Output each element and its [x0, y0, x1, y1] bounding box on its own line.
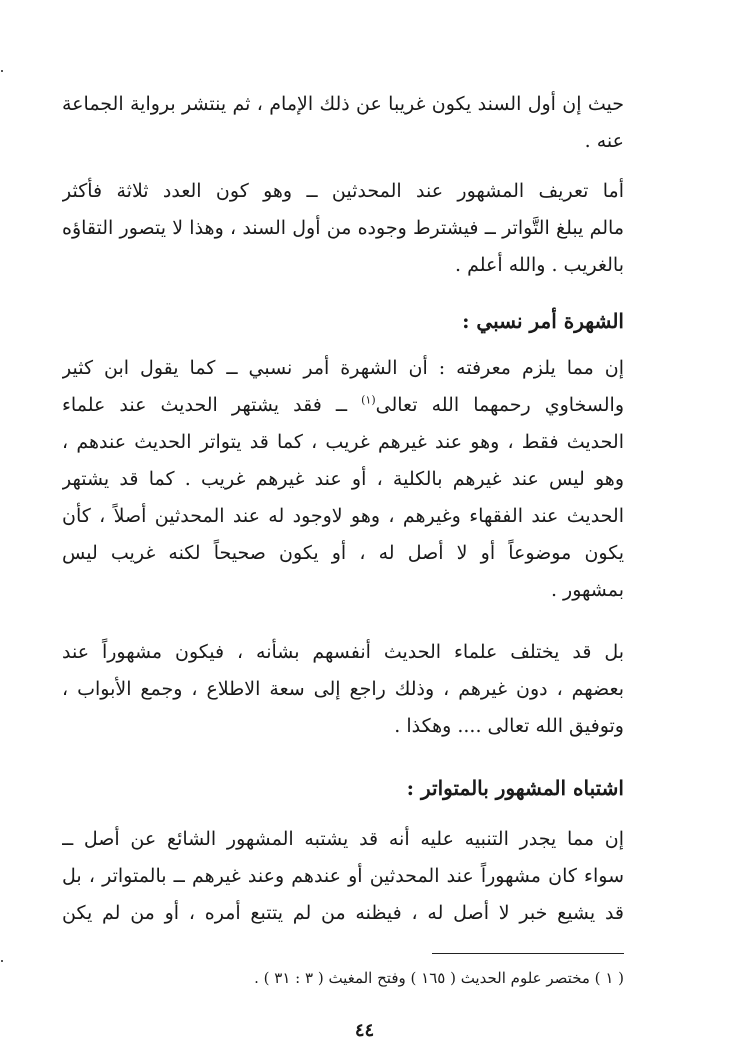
paragraph-1 — [62, 86, 624, 160]
text-line: سواء كان مشهوراً عند المحدثين أو عندهم وعند غيرهم ــ بالمتواتر ، بل — [62, 865, 624, 887]
text-line: الحديث عند الفقهاء وغيرهم ، وهو لاوجود له عند المحدثين أصلاً ، كأن — [62, 505, 624, 527]
section-heading-relative-fame: الشهرة أمر نسبي : — [462, 309, 624, 333]
scan-margin-mark — [1, 960, 3, 962]
text-line: حيث إن أول السند يكون غريبا عن ذلك الإمام ، ثم ينتشر برواية الجماعة — [62, 93, 624, 115]
footnote-divider — [432, 953, 624, 954]
text-line: إن مما يجدر التنبيه عليه أنه قد يشتبه المشهور الشائع عن أصل ــ — [62, 828, 624, 850]
text-line: بعضهم ، دون غيرهم ، وذلك راجع إلى سعة الاطلاع ، وجمع الأبواب ، — [62, 678, 624, 700]
text-line: وتوفيق الله تعالى .... وهكذا . — [394, 715, 624, 737]
scan-margin-mark — [1, 70, 3, 72]
text-line: الحديث فقط ، وهو عند غيرهم غريب ، كما قد يتواتر الحديث عندهم ، — [62, 431, 624, 453]
page-number: ٤٤ — [354, 1020, 375, 1041]
text-line: مالم يبلغ التَّواتر ــ فيشترط وجوده من أول السند ، وهذا لا يتصور التقاؤه — [62, 217, 624, 239]
paragraph-2 — [62, 173, 624, 284]
paragraph-5 — [62, 821, 624, 932]
footnote: ( ١ ) مختصر علوم الحديث ( ١٦٥ ) وفتح المغيث ( ٣ : ٣١ ) . — [254, 969, 624, 987]
text-line: عنه . — [584, 130, 624, 152]
footnote-marker: (١) — [361, 393, 376, 407]
text-line: يكون موضوعاً أو لا أصل له ، أو يكون صحيحاً لكنه غريب ليس — [62, 542, 624, 564]
text-line: قد يشيع خبر لا أصل له ، فيظنه من لم يتتبع أمره ، أو من لم يكن — [62, 902, 624, 924]
text-line: أما تعريف المشهور عند المحدثين ــ وهو كون العدد ثلاثة فأكثر — [62, 180, 624, 202]
paragraph-3 — [62, 350, 624, 609]
paragraph-4 — [62, 634, 624, 745]
text-line: بمشهور . — [550, 579, 624, 601]
text-line — [62, 387, 624, 424]
text-line-start: والسخاوي رحمهما الله تعالى — [375, 394, 624, 416]
text-line-end: ــ فقد يشتهر الحديث عند علماء — [62, 394, 362, 416]
text-line: إن مما يلزم معرفته : أن الشهرة أمر نسبي ــ كما يقول ابن كثير — [62, 357, 624, 379]
text-line: بل قد يختلف علماء الحديث أنفسهم بشأنه ، فيكون مشهوراً عند — [62, 641, 624, 663]
section-heading-confusion: اشتباه المشهور بالمتواتر : — [406, 776, 624, 800]
text-line: بالغريب . والله أعلم . — [455, 254, 624, 276]
text-line: وهو ليس عند غيرهم بالكلية ، أو عند غيرهم غريب . كما قد يشتهر — [62, 468, 624, 490]
